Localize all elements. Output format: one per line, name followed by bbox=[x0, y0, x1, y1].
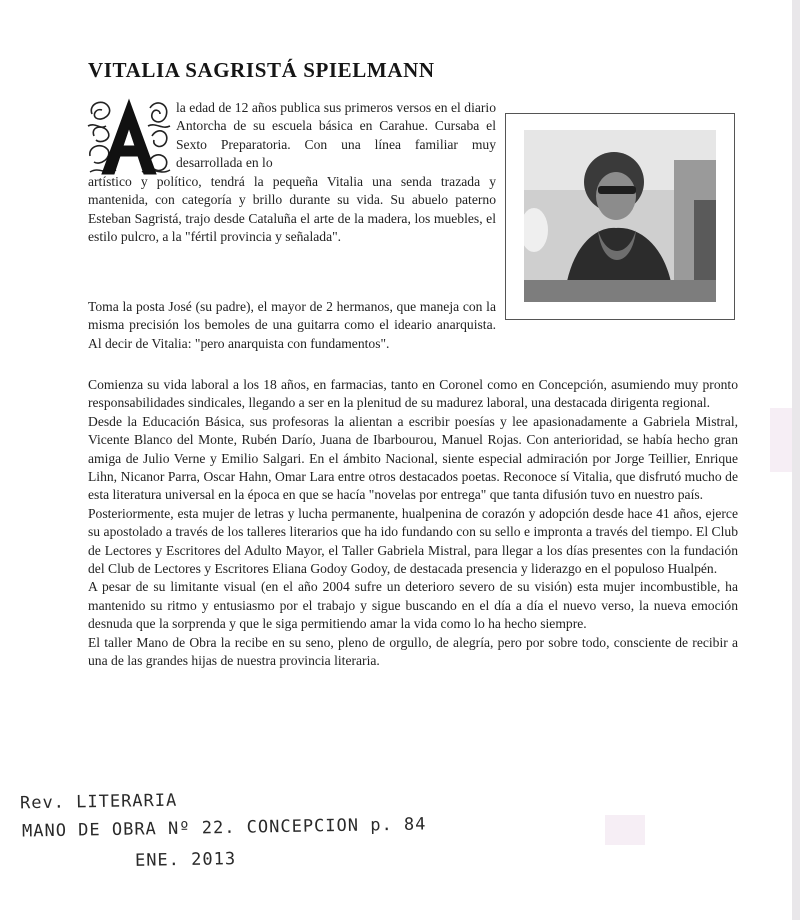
dropcap-ornament-icon bbox=[86, 96, 172, 178]
handwritten-note-line: ENE. 2013 bbox=[134, 849, 237, 871]
portrait-photo-frame bbox=[505, 113, 735, 320]
article-body bbox=[88, 376, 738, 671]
scan-edge bbox=[792, 0, 800, 920]
paragraph-intro-start: la edad de 12 años publica sus primeros versos en el diario Antorcha de su escuela básica en Carahue. Cursaba el Sexto Preparatoria. Con una línea familiar muy desarrollada en lo bbox=[176, 100, 496, 171]
handwritten-note-line: MANO DE OBRA Nº 22. CONCEPCION p. 84 bbox=[21, 814, 427, 842]
article-title: VITALIA SAGRISTÁ SPIELMANN bbox=[88, 58, 435, 82]
portrait-photo bbox=[524, 130, 716, 302]
scan-smudge bbox=[770, 408, 792, 472]
portrait-image bbox=[524, 130, 716, 302]
paragraph-workshops: Posteriormente, esta mujer de letras y lucha permanente, hualpenina de corazón y adopción desde hace 41 años, ejerce su apostolado a través de los talleres literarios que ha ido fundando con su sello e impronta a través del tiempo. El Club de Lectores y Escritores del Adulto Mayor, el Taller Gabriela Mistral, para llegar a los días presentes con la fundación del Club de Lectores y Escritores Eliana Godoy Godoy, de destacada presencia y liderazgo en el populoso Hualpén. bbox=[88, 505, 738, 577]
scan-smudge bbox=[605, 815, 645, 845]
ornamental-dropcap bbox=[86, 96, 172, 178]
paragraph-career: Comienza su vida laboral a los 18 años, en farmacias, tanto en Coronel como en Concepción, asumiendo muy pronto responsabilidades sindicales, llegando a ser en la plenitud de su madurez laboral, una destacada dirigenta regional. bbox=[88, 377, 738, 411]
paragraph-intro-end: artístico y político, tendrá la pequeña Vitalia una senda trazada y mantenida, con categoría y brillo durante su vida. Su abuelo paterno Esteban Sagristá, trajo desde Cataluña el arte de la madera, los muebles, el estilo pulcro, a la "fértil provincia y señalada". bbox=[88, 174, 496, 245]
dropcap-letter: A bbox=[86, 96, 87, 97]
paragraph-father: Toma la posta José (su padre), el mayor de 2 hermanos, que maneja con la misma precisión los bemoles de una guitarra como el ideario anarquista. Al decir de Vitalia: "pero anarquista con fundamentos". bbox=[88, 299, 496, 351]
handwritten-note-line: Rev. LITERARIA bbox=[19, 790, 178, 814]
paragraph-readings: Desde la Educación Básica, sus profesoras la alientan a escribir poesías y lee apasionadamente a Gabriela Mistral, Vicente Blanco del Monte, Rubén Darío, Juana de Ibarbourou, Manuel Rojas. Con anterioridad, se había hecho gran amiga de Julio Verne y Emilio Salgari. En el ámbito Nacional, siente especial admiración por Jorge Teillier, Enrique Lihn, Nicanor Parra, Oscar Hahn, Omar Lara entre otros destacados poetas. Reconoce sí Vitalia, que disfrutó mucho de esta literatura universal en la época en que se hacía "novelas por entrega" que tanta difusión tuvo en nuestro país. bbox=[88, 413, 738, 503]
paragraph-closing: El taller Mano de Obra la recibe en su seno, pleno de orgullo, de alegría, pero por sobre todo, consciente de recibir a una de las grandes hijas de nuestra provincia literaria. bbox=[88, 634, 738, 669]
paragraph-vision: A pesar de su limitante visual (en el año 2004 sufre un deterioro severo de su visión) esta mujer incombustible, ha mantenido su ritmo y entusiasmo por el trabajo y sigue buscando en el día a día el nuevo verso, la nueva emoción desnuda que la sorprenda y que le siga permitiendo amar la vida como lo ha hecho siempre. bbox=[88, 579, 738, 632]
